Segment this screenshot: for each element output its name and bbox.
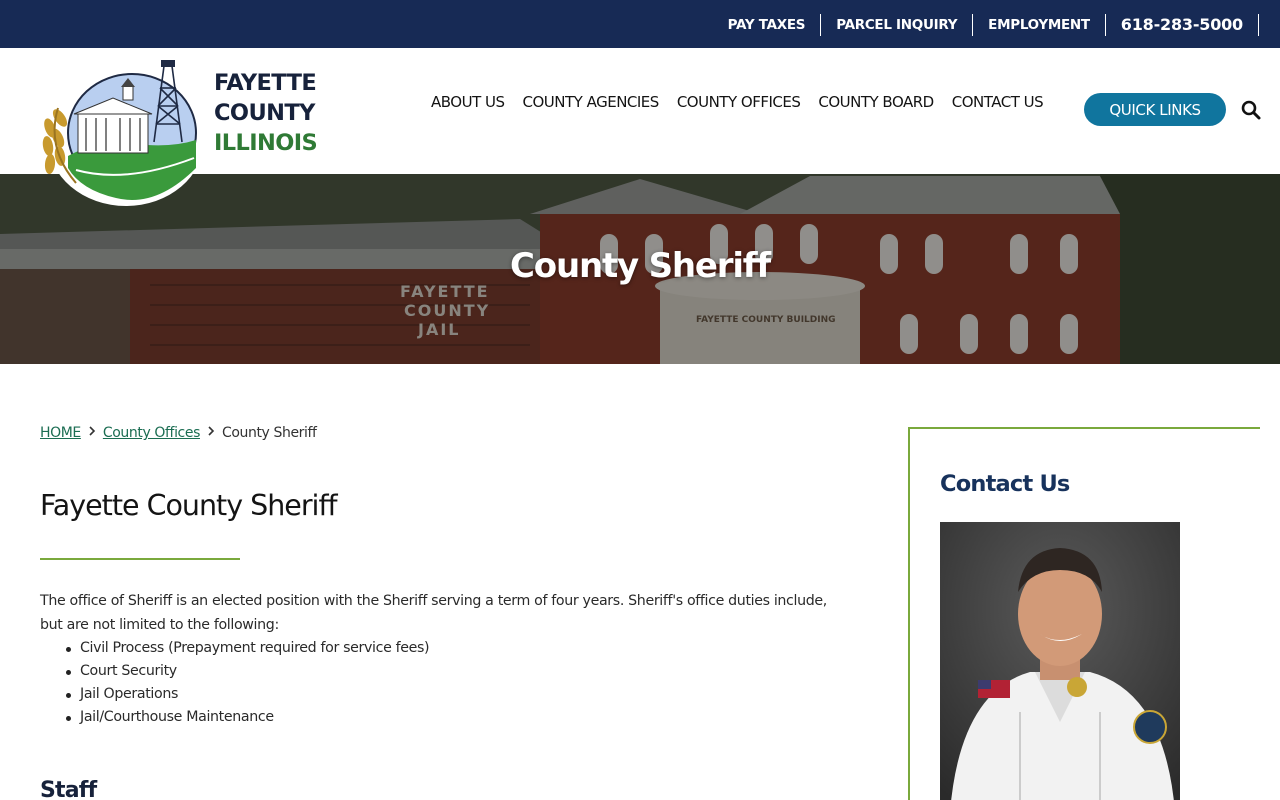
sheriff-photo <box>940 522 1180 800</box>
nav-about-us[interactable]: ABOUT US <box>431 93 505 111</box>
parcel-inquiry-link[interactable]: PARCEL INQUIRY <box>821 14 973 36</box>
breadcrumb-county-offices[interactable]: County Offices <box>102 425 200 441</box>
quick-links-button[interactable]: QUICK LINKS <box>1084 93 1226 126</box>
staff-heading: Staff <box>40 778 97 800</box>
pay-taxes-link[interactable]: PAY TAXES <box>713 14 822 36</box>
site-header <box>0 48 1280 174</box>
county-seal-logo[interactable] <box>36 58 206 210</box>
utility-bar <box>0 0 1280 48</box>
site-name[interactable] <box>214 68 317 158</box>
list-item: Civil Process (Prepayment required for service fees) <box>80 637 429 660</box>
logo-line-illinois: ILLINOIS <box>214 130 318 156</box>
sidebar-title: Contact Us <box>940 471 1070 497</box>
breadcrumb-home[interactable]: HOME <box>40 425 81 441</box>
phone-link[interactable]: 618-283-5000 <box>1106 14 1259 36</box>
employment-link[interactable]: EMPLOYMENT <box>973 14 1106 36</box>
breadcrumb <box>40 425 317 441</box>
jail-sign-line-3: JAIL <box>418 320 461 339</box>
hero-title: County Sheriff <box>510 246 770 286</box>
nav-county-board[interactable]: COUNTY BOARD <box>818 93 934 111</box>
intro-paragraph: The office of Sheriff is an elected position with the Sheriff serving a term of four years. Sheriff's office duties include, but are not limited to the following: <box>40 593 827 633</box>
title-divider <box>40 558 240 560</box>
chevron-right-icon <box>81 425 103 441</box>
list-item: Court Security <box>80 660 429 683</box>
building-sign: FAYETTE COUNTY BUILDING <box>696 315 836 325</box>
jail-sign-line-1: FAYETTE <box>400 282 490 301</box>
jail-sign-line-2: COUNTY <box>404 301 491 320</box>
utility-nav <box>713 14 1259 36</box>
list-item: Jail/Courthouse Maintenance <box>80 706 429 729</box>
search-icon[interactable] <box>1240 99 1262 121</box>
breadcrumb-current: County Sheriff <box>221 425 317 441</box>
contact-sidebar <box>908 427 1260 800</box>
main-nav <box>431 93 1061 111</box>
nav-county-offices[interactable]: COUNTY OFFICES <box>676 93 801 111</box>
logo-line-fayette: FAYETTE <box>214 70 317 96</box>
page-title: Fayette County Sheriff <box>40 489 337 522</box>
logo-line-county: COUNTY <box>214 100 315 126</box>
chevron-right-icon <box>200 425 222 441</box>
nav-county-agencies[interactable]: COUNTY AGENCIES <box>522 93 659 111</box>
nav-contact-us[interactable]: CONTACT US <box>951 93 1044 111</box>
list-item: Jail Operations <box>80 683 429 706</box>
duties-list <box>80 637 429 729</box>
